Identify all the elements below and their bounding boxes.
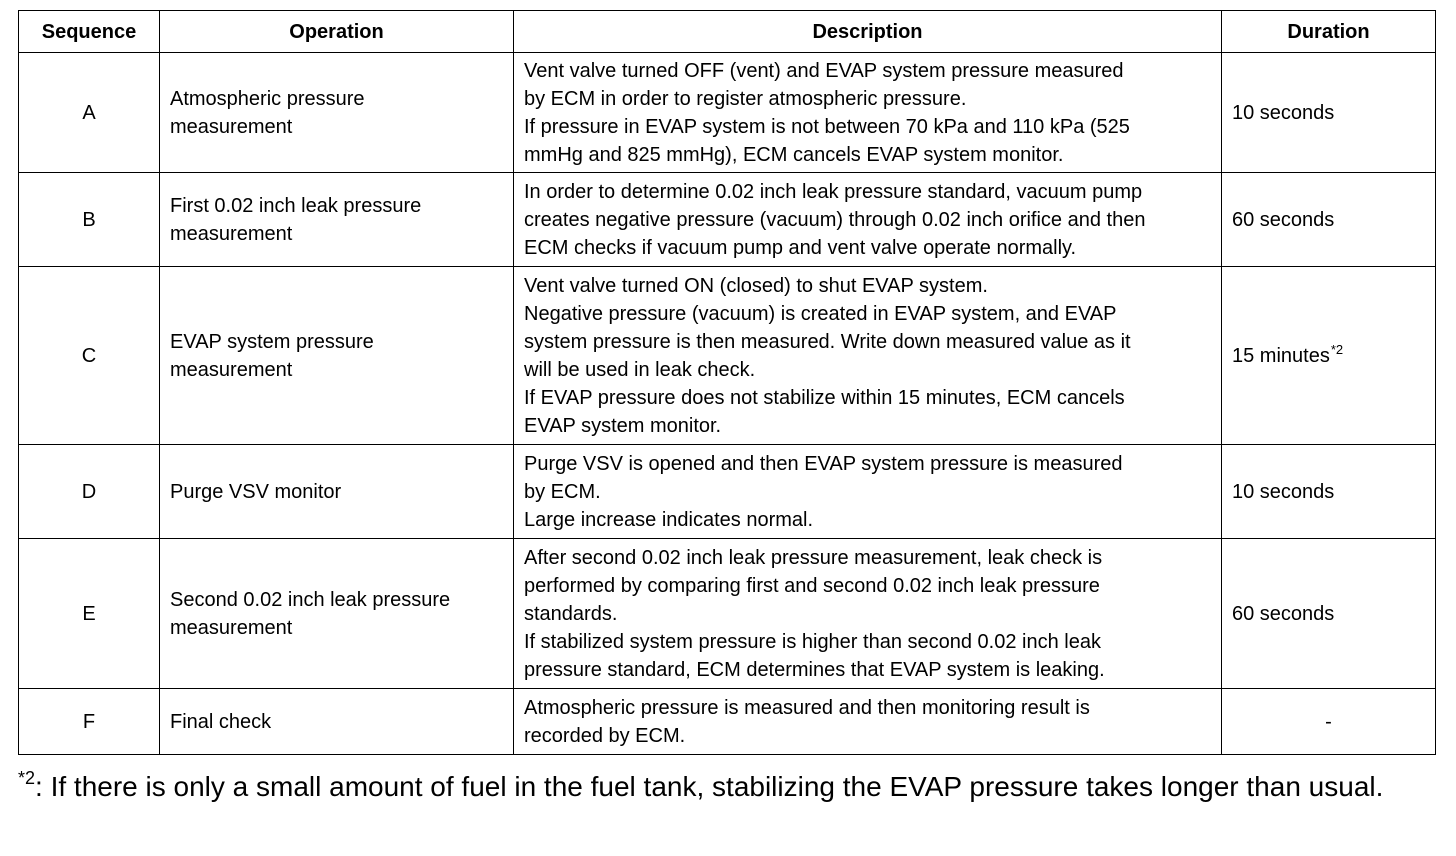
description-line: If pressure in EVAP system is not between 70 kPa and 110 kPa (525	[524, 115, 1130, 138]
operation-line: Atmospheric pressure	[170, 87, 365, 110]
description-line: performed by comparing first and second 0.02 inch leak pressure	[524, 574, 1100, 597]
cell-description	[514, 267, 1222, 445]
cell-duration	[1222, 53, 1436, 173]
duration-value: 60 seconds	[1232, 602, 1335, 625]
description-line: pressure standard, ECM determines that EVAP system is leaking.	[524, 658, 1105, 681]
cell-description	[514, 53, 1222, 173]
cell-operation	[160, 539, 514, 689]
cell-description	[514, 689, 1222, 755]
evap-monitor-sequence-table	[18, 10, 1436, 755]
operation-line: measurement	[170, 616, 293, 639]
cell-description	[514, 539, 1222, 689]
table-row	[19, 53, 1436, 173]
cell-sequence: D	[19, 445, 160, 539]
description-line: by ECM.	[524, 480, 601, 503]
footnote-mark: *2	[18, 768, 36, 788]
description-line: mmHg and 825 mmHg), ECM cancels EVAP system monitor.	[524, 143, 1064, 166]
duration-value: 60 seconds	[1232, 208, 1335, 231]
operation-line: measurement	[170, 115, 293, 138]
header-operation: Operation	[160, 11, 514, 53]
description-line: system pressure is then measured. Write down measured value as it	[524, 330, 1131, 353]
description-line: ECM checks if vacuum pump and vent valve operate normally.	[524, 236, 1077, 259]
description-line: creates negative pressure (vacuum) through 0.02 inch orifice and then	[524, 208, 1146, 231]
description-line: Vent valve turned OFF (vent) and EVAP system pressure measured	[524, 59, 1124, 82]
description-line: If EVAP pressure does not stabilize within 15 minutes, ECM cancels	[524, 386, 1125, 409]
header-row	[19, 11, 1436, 53]
duration-value: 10 seconds	[1232, 480, 1335, 503]
duration-value: -	[1325, 710, 1332, 733]
operation-line: First 0.02 inch leak pressure	[170, 194, 422, 217]
table-row	[19, 689, 1436, 755]
cell-operation	[160, 267, 514, 445]
description-line: standards.	[524, 602, 618, 625]
table-row	[19, 267, 1436, 445]
duration-value: 15 minutes	[1232, 344, 1330, 367]
duration-value: 10 seconds	[1232, 101, 1335, 124]
cell-sequence: C	[19, 267, 160, 445]
cell-operation	[160, 173, 514, 267]
operation-line: measurement	[170, 358, 293, 381]
table-row	[19, 539, 1436, 689]
description-line: will be used in leak check.	[524, 358, 756, 381]
operation-line: Final check	[170, 710, 272, 733]
header-duration: Duration	[1222, 11, 1436, 53]
cell-operation	[160, 689, 514, 755]
operation-line: measurement	[170, 222, 293, 245]
description-line: Large increase indicates normal.	[524, 508, 814, 531]
description-line: by ECM in order to register atmospheric pressure.	[524, 87, 967, 110]
cell-duration	[1222, 539, 1436, 689]
description-line: Purge VSV is opened and then EVAP system pressure is measured	[524, 452, 1123, 475]
description-line: recorded by ECM.	[524, 724, 686, 747]
table-row	[19, 445, 1436, 539]
table-header	[19, 11, 1436, 53]
footnote-text: : If there is only a small amount of fuel in the fuel tank, stabilizing the EVAP pressure takes longer than usual.	[35, 771, 1384, 802]
table-body	[19, 53, 1436, 755]
operation-line: EVAP system pressure	[170, 330, 374, 353]
cell-sequence: E	[19, 539, 160, 689]
description-line: In order to determine 0.02 inch leak pressure standard, vacuum pump	[524, 180, 1143, 203]
cell-description	[514, 445, 1222, 539]
cell-duration	[1222, 173, 1436, 267]
description-line: If stabilized system pressure is higher than second 0.02 inch leak	[524, 630, 1101, 653]
description-line: Vent valve turned ON (closed) to shut EVAP system.	[524, 274, 988, 297]
cell-duration	[1222, 689, 1436, 755]
description-line: After second 0.02 inch leak pressure measurement, leak check is	[524, 546, 1103, 569]
cell-sequence: B	[19, 173, 160, 267]
description-line: Atmospheric pressure is measured and then monitoring result is	[524, 696, 1090, 719]
header-sequence: Sequence	[19, 11, 160, 53]
cell-duration	[1222, 445, 1436, 539]
cell-operation	[160, 445, 514, 539]
operation-line: Purge VSV monitor	[170, 480, 342, 503]
cell-sequence: A	[19, 53, 160, 173]
header-description: Description	[514, 11, 1222, 53]
cell-sequence: F	[19, 689, 160, 755]
cell-description	[514, 173, 1222, 267]
footnote	[18, 770, 1438, 804]
operation-line: Second 0.02 inch leak pressure	[170, 588, 451, 611]
cell-duration	[1222, 267, 1436, 445]
footnote-reference: *2	[1330, 341, 1344, 357]
description-line: Negative pressure (vacuum) is created in EVAP system, and EVAP	[524, 302, 1117, 325]
description-line: EVAP system monitor.	[524, 414, 722, 437]
table-row	[19, 173, 1436, 267]
cell-operation	[160, 53, 514, 173]
